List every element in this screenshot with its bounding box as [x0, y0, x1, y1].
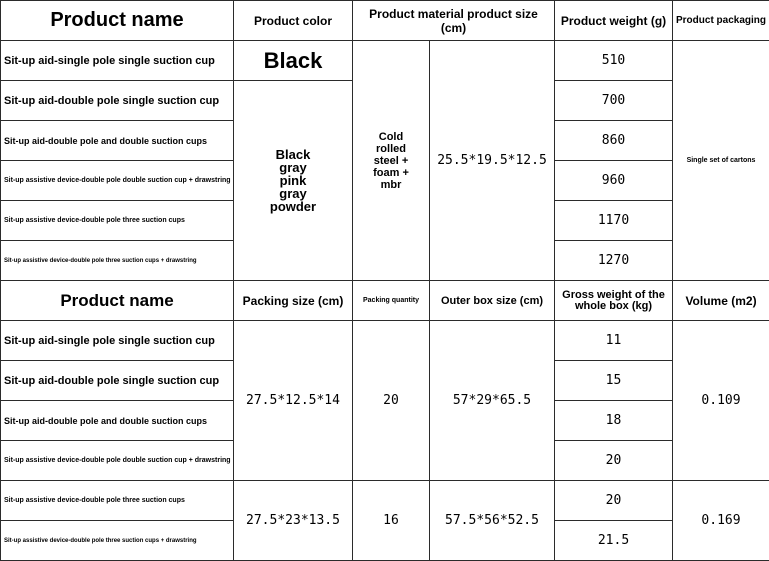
packing-quantity-cell: 20 — [353, 321, 430, 481]
colors-cell — [234, 81, 353, 281]
gross-weight-cell: 21.5 — [555, 521, 673, 561]
header-weight: Product weight (g) — [555, 1, 673, 41]
header-outer-box: Outer box size (cm) — [430, 281, 555, 321]
product-name-cell: Sit-up aid-double pole and double suction cups — [1, 401, 234, 441]
gross-weight-cell: 20 — [555, 481, 673, 521]
product-name-cell: Sit-up assistive device-double pole double suction cup + drawstring — [1, 441, 234, 481]
weight-cell: 860 — [555, 121, 673, 161]
product-name-cell: Sit-up assistive device-double pole double suction cup + drawstring — [1, 161, 234, 201]
packing-size-cell: 27.5*23*13.5 — [234, 481, 353, 561]
volume-cell: 0.109 — [673, 321, 769, 481]
material-line: rolled — [376, 142, 406, 155]
color-single-cell: Black — [234, 41, 353, 81]
product-name-cell: Sit-up aid-single pole single suction cup — [1, 321, 234, 361]
weight-cell: 1170 — [555, 201, 673, 241]
product-name-cell: Sit-up assistive device-double pole three suction cups — [1, 481, 234, 521]
header-packing-quantity: Packing quantity — [353, 281, 430, 321]
product-name-cell: Sit-up assistive device-double pole three suction cups + drawstring — [1, 521, 234, 561]
packaging-cell: Single set of cartons — [673, 41, 769, 281]
header-product-name: Product name — [1, 1, 234, 41]
gross-weight-cell: 18 — [555, 401, 673, 441]
header-gross-weight: Gross weight of the whole box (kg) — [555, 281, 673, 321]
material-line: Cold — [378, 130, 404, 143]
outer-box-cell: 57*29*65.5 — [430, 321, 555, 481]
header-volume: Volume (m2) — [673, 281, 769, 321]
material-line: steel + — [373, 154, 409, 167]
weight-cell: 960 — [555, 161, 673, 201]
material-line: foam + — [373, 166, 409, 179]
product-name-cell: Sit-up aid-double pole single suction cup — [1, 81, 234, 121]
header-material-size: Product material product size (cm) — [353, 1, 555, 41]
material-line: mbr — [380, 178, 402, 191]
table-row — [1, 41, 769, 81]
color-line: pink — [279, 173, 307, 188]
header-packaging: Product packaging — [673, 1, 769, 41]
weight-cell: 510 — [555, 41, 673, 81]
header-row-1 — [1, 1, 769, 41]
packing-quantity-cell: 16 — [353, 481, 430, 561]
outer-box-cell: 57.5*56*52.5 — [430, 481, 555, 561]
product-name-cell: Sit-up assistive device-double pole three suction cups + drawstring — [1, 241, 234, 281]
weight-cell: 1270 — [555, 241, 673, 281]
gross-weight-cell: 11 — [555, 321, 673, 361]
weight-cell: 700 — [555, 81, 673, 121]
table-row — [1, 481, 769, 521]
table-row — [1, 321, 769, 361]
product-name-cell: Sit-up aid-double pole and double suction cups — [1, 121, 234, 161]
packing-size-cell: 27.5*12.5*14 — [234, 321, 353, 481]
color-line: powder — [269, 199, 317, 214]
color-line: gray — [279, 160, 307, 175]
gross-weight-cell: 20 — [555, 441, 673, 481]
product-name-cell: Sit-up assistive device-double pole three suction cups — [1, 201, 234, 241]
material-cell — [353, 41, 430, 281]
header-product-name-2: Product name — [1, 281, 234, 321]
header-product-color: Product color — [234, 1, 353, 41]
product-name-cell: Sit-up aid-double pole single suction cup — [1, 361, 234, 401]
volume-cell: 0.169 — [673, 481, 769, 561]
header-packing-size: Packing size (cm) — [234, 281, 353, 321]
gross-weight-cell: 15 — [555, 361, 673, 401]
color-line: Black — [275, 147, 311, 162]
color-line: gray — [279, 186, 307, 201]
product-size-cell: 25.5*19.5*12.5 — [430, 41, 555, 281]
header-row-2 — [1, 281, 769, 321]
product-name-cell: Sit-up aid-single pole single suction cup — [1, 41, 234, 81]
